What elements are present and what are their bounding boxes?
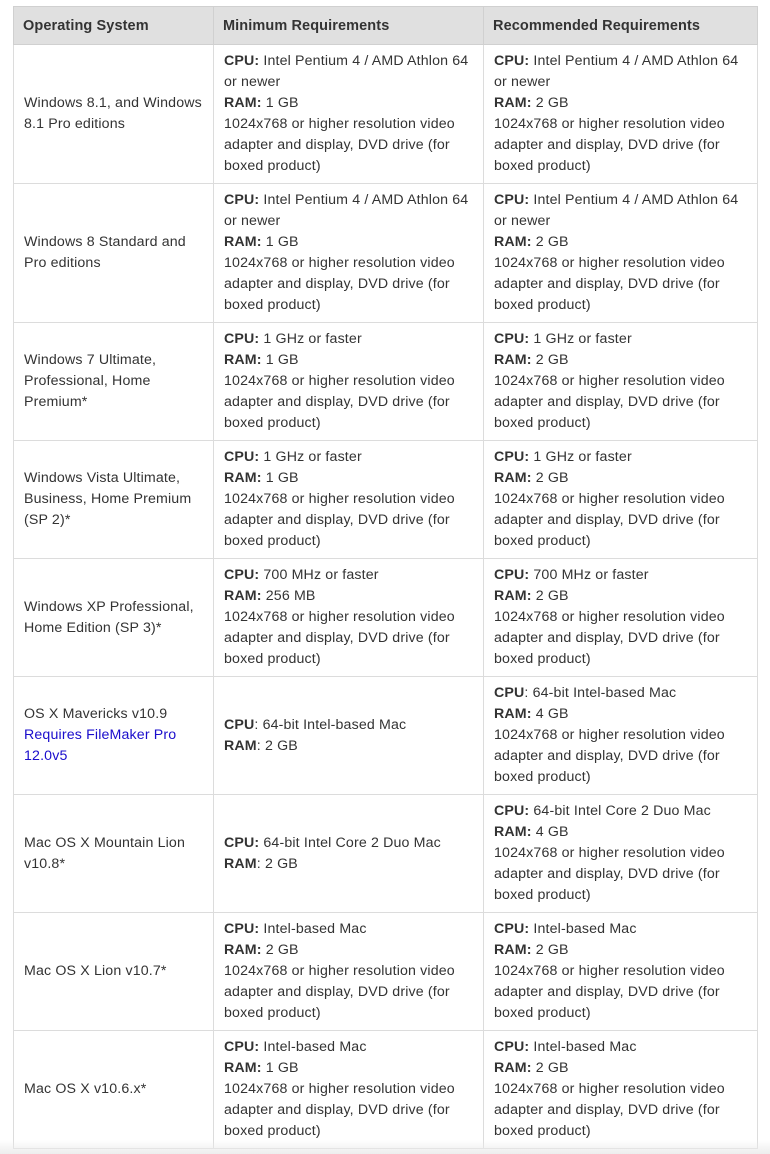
cpu-value: Intel-based Mac <box>263 921 367 937</box>
cpu-value: 64-bit Intel Core 2 Duo Mac <box>263 834 441 851</box>
video-line: 1024x768 or higher resolution video <box>494 1081 725 1097</box>
os-cell <box>14 441 214 559</box>
os-cell <box>14 913 214 1031</box>
rec-requirements-cell <box>484 323 758 441</box>
video-line: 1024x768 or higher resolution video <box>224 373 455 389</box>
table-row <box>14 45 758 184</box>
ram-label: RAM: <box>224 588 262 604</box>
ram-value: 4 GB <box>535 824 569 840</box>
ram-label: RAM: <box>224 95 262 111</box>
table-row <box>14 559 758 677</box>
table-row <box>14 795 758 913</box>
ram-label: RAM: <box>494 352 532 368</box>
min-requirements-cell <box>214 559 484 677</box>
ram-value: 2 GB <box>535 234 569 250</box>
video-line: 1024x768 or higher resolution video <box>494 727 725 743</box>
header-recommended-requirements: Recommended Requirements <box>484 7 758 45</box>
video-line: boxed product) <box>494 533 591 549</box>
os-name-line: Business, Home Premium <box>24 491 192 507</box>
requirements-table-container <box>13 6 757 1149</box>
video-line: 1024x768 or higher resolution video <box>494 373 725 389</box>
video-line: adapter and display, DVD drive (for <box>224 512 450 528</box>
cpu-label: CPU: <box>494 192 530 208</box>
video-line: boxed product) <box>494 415 591 431</box>
header-minimum-requirements: Minimum Requirements <box>214 7 484 45</box>
video-line: boxed product) <box>494 651 591 667</box>
min-requirements-cell <box>214 184 484 323</box>
video-line: adapter and display, DVD drive (for <box>224 276 450 292</box>
ram-value: 4 GB <box>535 706 569 722</box>
cpu-label: CPU: <box>224 567 260 583</box>
os-name-line: Windows 7 Ultimate, <box>24 352 157 368</box>
cpu-label: CPU: <box>494 449 530 465</box>
cpu-label: CPU: <box>224 192 260 208</box>
cpu-value-cont: or newer <box>224 213 281 229</box>
os-name-line: (SP 2)* <box>24 512 71 528</box>
os-name-line: Mac OS X Lion v10.7* <box>24 963 167 979</box>
ram-value: 2 GB <box>264 855 298 872</box>
cpu-value: Intel Pentium 4 / AMD Athlon 64 <box>533 192 739 208</box>
ram-value: 256 MB <box>265 588 316 604</box>
video-line: 1024x768 or higher resolution video <box>494 845 725 861</box>
cpu-label: CPU: <box>494 921 530 937</box>
ram-label: RAM: <box>224 942 262 958</box>
cpu-label: CPU: <box>224 834 260 851</box>
video-line: 1024x768 or higher resolution video <box>224 609 455 625</box>
os-cell <box>14 45 214 184</box>
video-line: 1024x768 or higher resolution video <box>224 116 455 132</box>
video-line: 1024x768 or higher resolution video <box>224 491 455 507</box>
cpu-value-cont: or newer <box>494 213 551 229</box>
cpu-value-cont: or newer <box>494 74 551 90</box>
video-line: boxed product) <box>494 769 591 785</box>
min-requirements-cell: CPU: 64-bit Intel Core 2 Duo Mac RAM: 2 GB <box>214 795 484 913</box>
ram-value: 2 GB <box>535 470 569 486</box>
rec-requirements-cell <box>484 913 758 1031</box>
rec-requirements-cell <box>484 441 758 559</box>
video-line: adapter and display, DVD drive (for <box>494 630 720 646</box>
cpu-value: Intel Pentium 4 / AMD Athlon 64 <box>263 192 469 208</box>
cpu-value: Intel-based Mac <box>533 1039 637 1055</box>
ram-value: 2 GB <box>265 942 299 958</box>
cpu-value: 64-bit Intel-based Mac <box>262 716 407 733</box>
ram-value: 1 GB <box>265 470 299 486</box>
ram-value: 2 GB <box>535 942 569 958</box>
ram-label: RAM: <box>494 588 532 604</box>
video-line: adapter and display, DVD drive (for <box>494 748 720 764</box>
ram-value: 2 GB <box>264 737 298 754</box>
rec-requirements-cell <box>484 45 758 184</box>
table-header-row <box>14 7 758 45</box>
video-line: boxed product) <box>224 1123 321 1139</box>
os-name-line: 8.1 Pro editions <box>24 116 125 132</box>
cpu-value: Intel-based Mac <box>533 921 637 937</box>
os-name-line: Pro editions <box>24 255 101 271</box>
video-line: adapter and display, DVD drive (for <box>494 984 720 1000</box>
video-line: boxed product) <box>494 1005 591 1021</box>
video-line: boxed product) <box>494 887 591 903</box>
ram-value: 1 GB <box>265 234 299 250</box>
video-line: 1024x768 or higher resolution video <box>224 1081 455 1097</box>
video-line: 1024x768 or higher resolution video <box>224 963 455 979</box>
video-line: boxed product) <box>224 533 321 549</box>
cpu-value-cont: or newer <box>224 74 281 90</box>
os-name-line: Premium* <box>24 394 88 410</box>
ram-label: RAM: <box>224 470 262 486</box>
ram-label: RAM: <box>494 95 532 111</box>
video-line: boxed product) <box>494 158 591 174</box>
cpu-value: 64-bit Intel Core 2 Duo Mac <box>533 803 711 819</box>
os-name-line: Mac OS X Mountain Lion <box>24 834 186 851</box>
video-line: adapter and display, DVD drive (for <box>224 137 450 153</box>
video-line: adapter and display, DVD drive (for <box>494 866 720 882</box>
cpu-label: CPU <box>494 685 525 701</box>
link-text-line: 12.0v5 <box>24 748 68 764</box>
os-name-line: Windows Vista Ultimate, <box>24 470 181 486</box>
cpu-value: Intel Pentium 4 / AMD Athlon 64 <box>263 53 469 69</box>
table-row <box>14 184 758 323</box>
ram-label: RAM <box>224 737 257 754</box>
ram-value: 2 GB <box>535 95 569 111</box>
os-cell <box>14 677 214 795</box>
cpu-label: CPU: <box>224 921 260 937</box>
os-name-line: Windows 8.1, and Windows <box>24 95 202 111</box>
rec-requirements-cell <box>484 184 758 323</box>
cpu-label: CPU: <box>494 331 530 347</box>
video-line: adapter and display, DVD drive (for <box>494 394 720 410</box>
cpu-value: 64-bit Intel-based Mac <box>532 685 677 701</box>
cpu-value: 1 GHz or faster <box>263 331 362 347</box>
rec-requirements-cell <box>484 1031 758 1149</box>
ram-value: 2 GB <box>535 588 569 604</box>
os-name-line: Windows XP Professional, <box>24 598 194 615</box>
cpu-value: Intel-based Mac <box>263 1039 367 1055</box>
cpu-label: CPU: <box>494 1039 530 1055</box>
table-row <box>14 913 758 1031</box>
os-name-line: OS X Mavericks v10.9 <box>24 706 168 722</box>
cpu-label: CPU: <box>494 53 530 69</box>
rec-requirements-cell <box>484 559 758 677</box>
video-line: 1024x768 or higher resolution video <box>494 609 725 625</box>
os-cell <box>14 795 214 913</box>
ram-label: RAM: <box>494 470 532 486</box>
os-name-line: v10.8* <box>24 855 66 872</box>
min-requirements-cell <box>214 913 484 1031</box>
os-name-line: Home Edition (SP 3)* <box>24 619 162 636</box>
ram-value: 1 GB <box>265 1060 299 1076</box>
table-row <box>14 677 758 795</box>
min-requirements-cell <box>214 323 484 441</box>
cpu-label: CPU <box>224 716 255 733</box>
min-requirements-cell <box>214 1031 484 1149</box>
cpu-label: CPU: <box>494 803 530 819</box>
cpu-value: Intel Pentium 4 / AMD Athlon 64 <box>533 53 739 69</box>
ram-label: RAM: <box>494 1060 532 1076</box>
header-operating-system: Operating System <box>14 7 214 45</box>
os-cell <box>14 323 214 441</box>
cpu-value: 700 MHz or faster <box>533 567 649 583</box>
cpu-value: 700 MHz or faster <box>263 567 379 583</box>
os-cell <box>14 559 214 677</box>
ram-label: RAM: <box>494 706 532 722</box>
requirements-table <box>13 6 758 1149</box>
video-line: boxed product) <box>224 415 321 431</box>
video-line: adapter and display, DVD drive (for <box>224 630 450 646</box>
ram-label: RAM: <box>494 824 532 840</box>
cpu-value: 1 GHz or faster <box>533 331 632 347</box>
ram-label: RAM <box>224 855 257 872</box>
table-row <box>14 441 758 559</box>
video-line: 1024x768 or higher resolution video <box>494 116 725 132</box>
link-text-line: Requires FileMaker Pro <box>24 727 177 743</box>
min-requirements-cell <box>214 441 484 559</box>
os-name-line: Mac OS X v10.6.x* <box>24 1081 147 1097</box>
ram-label: RAM: <box>224 234 262 250</box>
cpu-label: CPU: <box>494 567 530 583</box>
video-line: boxed product) <box>224 1005 321 1021</box>
ram-label: RAM: <box>224 1060 262 1076</box>
filemaker-requirement-link[interactable] <box>24 725 203 767</box>
video-line: adapter and display, DVD drive (for <box>494 137 720 153</box>
cpu-value: 1 GHz or faster <box>263 449 362 465</box>
os-name-line: Professional, Home <box>24 373 151 389</box>
video-line: adapter and display, DVD drive (for <box>494 1102 720 1118</box>
ram-label: RAM: <box>494 234 532 250</box>
ram-value: 2 GB <box>535 352 569 368</box>
video-line: 1024x768 or higher resolution video <box>224 255 455 271</box>
video-line: boxed product) <box>224 651 321 667</box>
min-requirements-cell: CPU: 64-bit Intel-based Mac RAM: 2 GB <box>214 677 484 795</box>
min-requirements-cell <box>214 45 484 184</box>
bottom-fade <box>0 1140 770 1154</box>
video-line: boxed product) <box>224 158 321 174</box>
ram-label: RAM: <box>494 942 532 958</box>
video-line: adapter and display, DVD drive (for <box>224 394 450 410</box>
os-name-line: Windows 8 Standard and <box>24 234 186 250</box>
cpu-label: CPU: <box>224 331 260 347</box>
os-cell <box>14 1031 214 1149</box>
video-line: 1024x768 or higher resolution video <box>494 491 725 507</box>
rec-requirements-cell <box>484 795 758 913</box>
ram-label: RAM: <box>224 352 262 368</box>
video-line: boxed product) <box>224 297 321 313</box>
video-line: 1024x768 or higher resolution video <box>494 255 725 271</box>
video-line: 1024x768 or higher resolution video <box>494 963 725 979</box>
ram-value: 2 GB <box>535 1060 569 1076</box>
video-line: adapter and display, DVD drive (for <box>494 276 720 292</box>
video-line: adapter and display, DVD drive (for <box>224 984 450 1000</box>
ram-value: 1 GB <box>265 95 299 111</box>
cpu-value: 1 GHz or faster <box>533 449 632 465</box>
table-row <box>14 323 758 441</box>
video-line: adapter and display, DVD drive (for <box>494 512 720 528</box>
cpu-label: CPU: <box>224 1039 260 1055</box>
ram-value: 1 GB <box>265 352 299 368</box>
table-row <box>14 1031 758 1149</box>
os-cell <box>14 184 214 323</box>
video-line: boxed product) <box>494 297 591 313</box>
cpu-label: CPU: <box>224 449 260 465</box>
cpu-label: CPU: <box>224 53 260 69</box>
rec-requirements-cell: CPU: 64-bit Intel-based Mac RAM: 4 GB 1024x768 or higher resolution video adapter and display, DVD drive (for boxed product) <box>484 677 758 795</box>
video-line: adapter and display, DVD drive (for <box>224 1102 450 1118</box>
video-line: boxed product) <box>494 1123 591 1139</box>
